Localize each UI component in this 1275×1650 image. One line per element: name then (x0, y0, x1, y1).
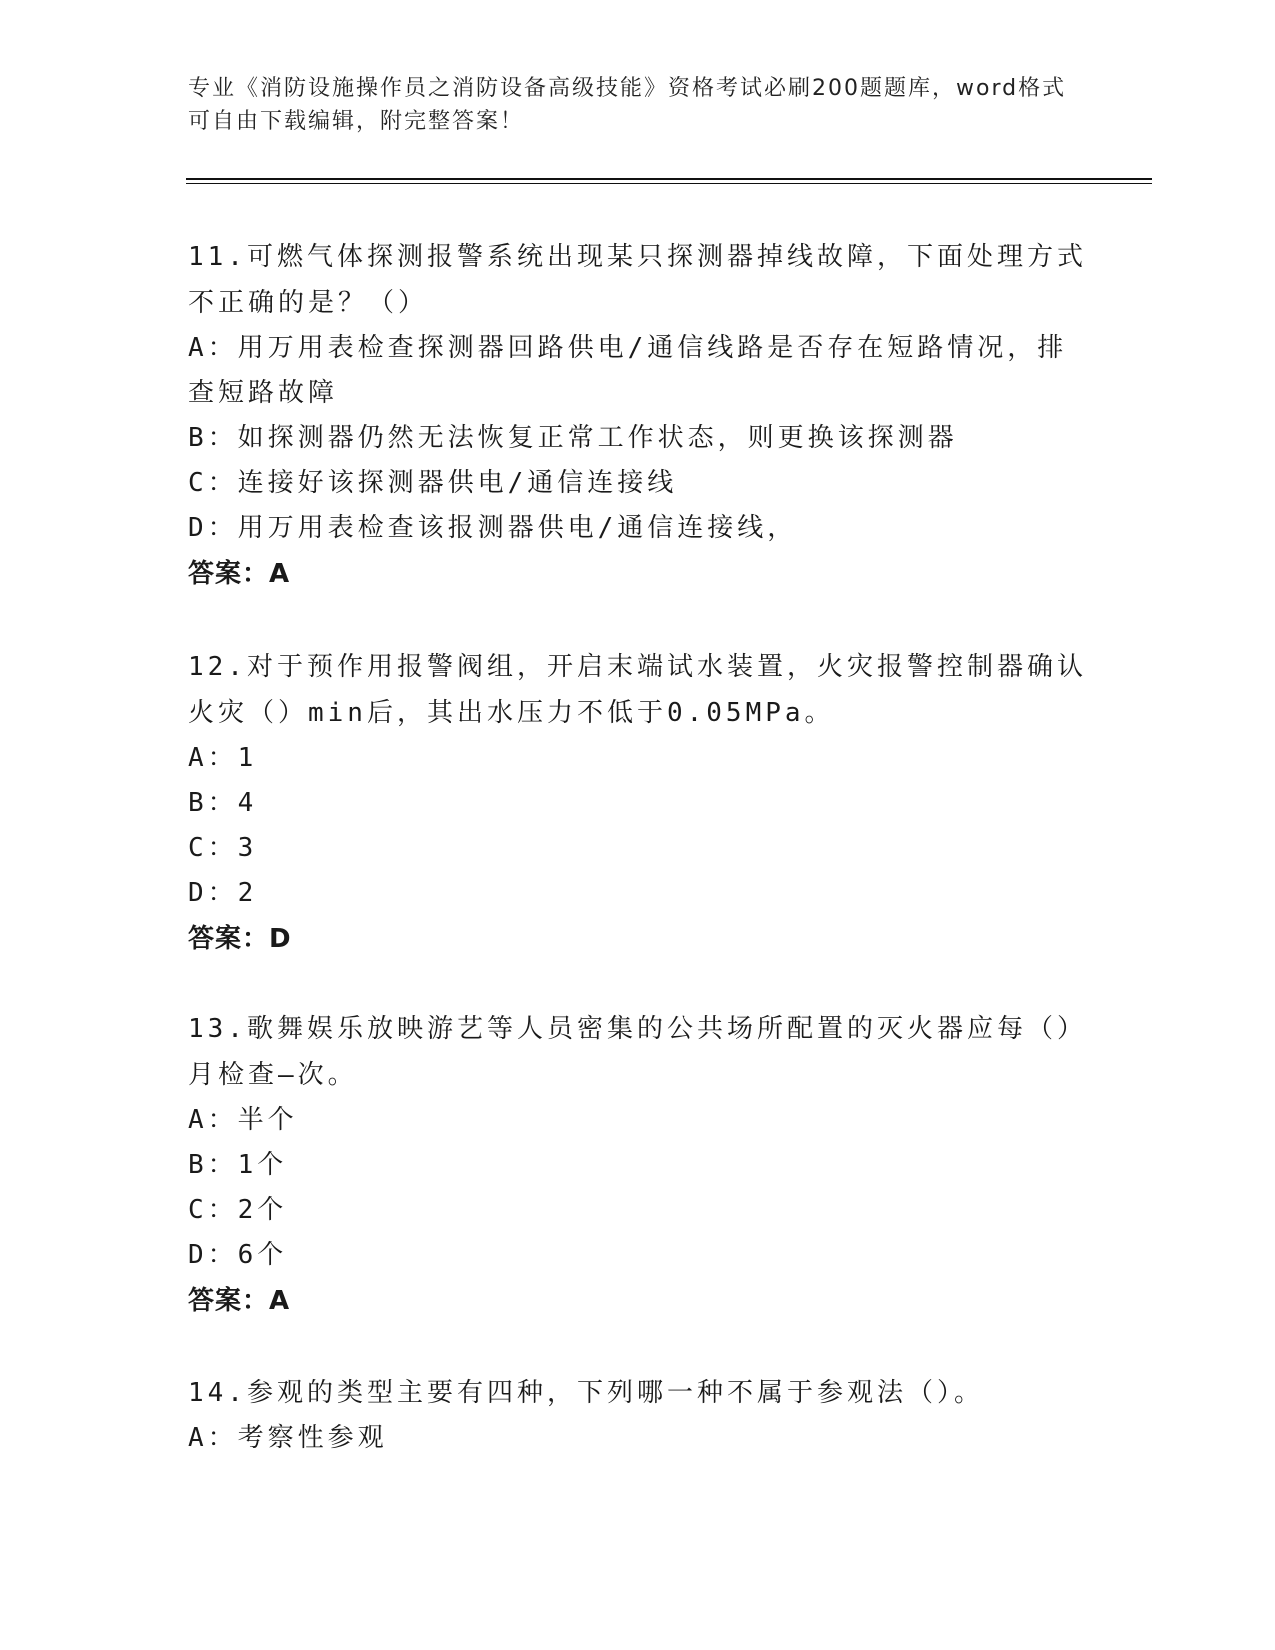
option-b: B：4 (188, 788, 258, 818)
question-stem: 11.可燃气体探测报警系统出现某只探测器掉线故障，下面处理方式不正确的是？（） (188, 242, 1087, 318)
option-c: C：2个 (188, 1195, 288, 1225)
answer: 答案：A (188, 1286, 291, 1316)
document-intro: 专业《消防设施操作员之消防设备高级技能》资格考试必刷200题题库，word格式可自由下载编辑，附完整答案！ (188, 76, 1067, 134)
option-d: D：用万用表检查该报测器供电/通信连接线， (188, 513, 798, 543)
answer: 答案：D (188, 924, 292, 954)
question-11 (188, 234, 1088, 597)
question-stem: 12.对于预作用报警阀组，开启末端试水装置，火灾报警控制器确认火灾（）min后，其出水压力不低于0.05MPa。 (188, 652, 1087, 728)
option-a: A：半个 (188, 1105, 298, 1135)
question-12 (188, 644, 1088, 962)
option-a: A：用万用表检查探测器回路供电/通信线路是否存在短路情况，排查短路故障 (188, 333, 1068, 408)
option-a: A：考察性参观 (188, 1423, 388, 1453)
header-divider-thick (186, 178, 1152, 180)
option-d: D：6个 (188, 1240, 288, 1270)
question-stem: 13.歌舞娱乐放映游艺等人员密集的公共场所配置的灭火器应每（）月检查—次。 (188, 1014, 1087, 1090)
answer: 答案：A (188, 559, 291, 589)
option-c: C：3 (188, 833, 258, 863)
option-d: D：2 (188, 878, 258, 908)
question-14 (188, 1370, 1088, 1461)
header-divider-thin (186, 183, 1152, 184)
question-13 (188, 1006, 1088, 1324)
option-b: B：如探测器仍然无法恢复正常工作状态，则更换该探测器 (188, 423, 958, 453)
option-c: C：连接好该探测器供电/通信连接线 (188, 468, 678, 498)
question-stem: 14.参观的类型主要有四种，下列哪一种不属于参观法（）。 (188, 1378, 984, 1408)
option-b: B：1个 (188, 1150, 288, 1180)
option-a: A：1 (188, 743, 258, 773)
